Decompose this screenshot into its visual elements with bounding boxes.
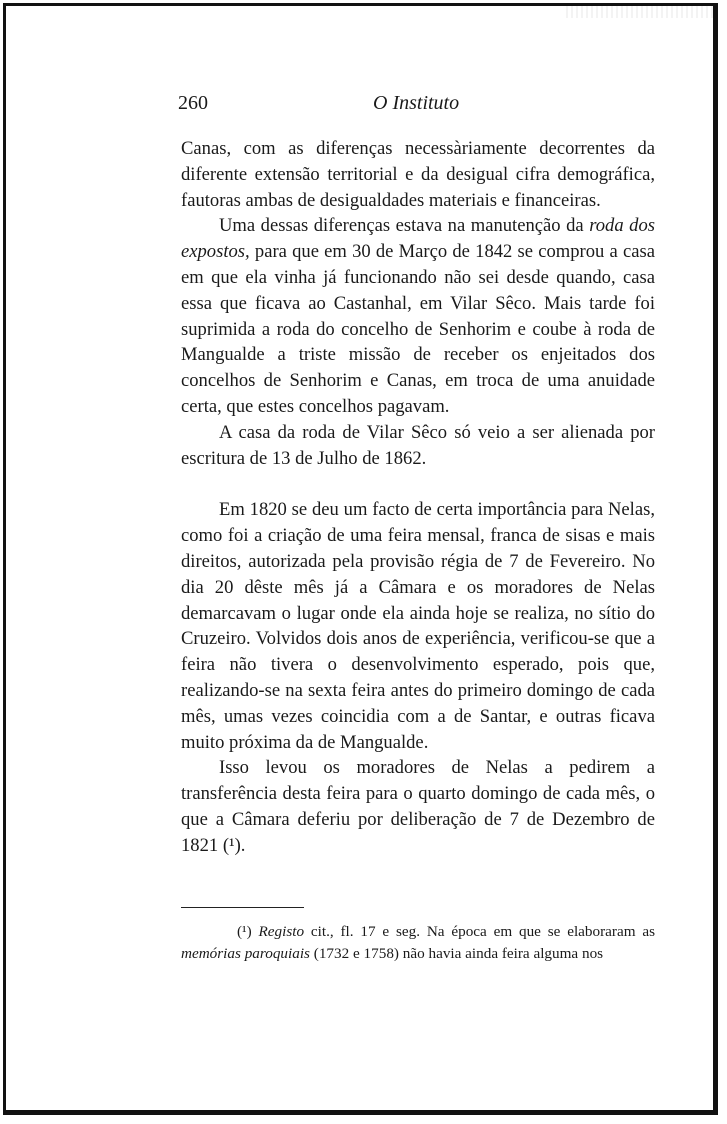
body-text [181, 136, 655, 859]
emphasis: roda dos expostos, [181, 215, 656, 263]
footnote-text [181, 921, 655, 965]
page-header [6, 92, 713, 122]
running-title: O Instituto [373, 92, 460, 114]
footnote-emphasis: Registo [258, 923, 305, 940]
book-page [3, 3, 718, 1115]
footnote-divider [181, 907, 304, 908]
footnote [181, 921, 655, 965]
paragraph-text: Uma dessas diferenças estava na manutenção da [219, 215, 590, 237]
footnote-text-part: (1732 e 1758) não havia ainda feira alguma nos [309, 945, 604, 962]
scan-speckle [566, 6, 716, 18]
paragraph: Canas, com as diferenças necessàriamente decorrentes da diferente extensão territorial e da desigual cifra demográfica, fautoras ambas de desigualdades materiais e financeiras. [181, 138, 655, 211]
footnote-marker: (¹) [237, 923, 259, 940]
footnote-emphasis: memórias paroquiais [181, 945, 310, 962]
paragraph: Isso levou os moradores de Nelas a pedirem a transferência desta feira para o quarto domingo de cada mês, o que a Câmara deferiu por deliberação de 7 de Dezembro de 1821 (¹). [181, 757, 655, 856]
page-number: 260 [178, 92, 208, 114]
paragraph-text: para que em 30 de Março de 1842 se comprou a casa em que ela vinha já funcionando não sei desde quando, casa essa que ficava ao Castanhal, em Vilar Sêco. Mais tarde foi suprimida a roda do concelho de Senhorim e coube à roda de Mangualde a triste missão de receber os enjeitados dos concelhos de Senhorim e Canas, em troca de uma anuidade certa, que estes concelhos pagavam. [181, 241, 655, 417]
paragraph [181, 213, 655, 419]
paragraph: A casa da roda de Vilar Sêco só veio a ser alienada por escritura de 13 de Julho de 1862. [181, 421, 655, 469]
paragraph: Em 1820 se deu um facto de certa importância para Nelas, como foi a criação de uma feira mensal, franca de sisas e mais direitos, autorizada pela provisão régia de 7 de Fevereiro. No dia 20 dêste mês já a Câmara e os moradores de Nelas demarcavam o lugar onde ela ainda hoje se realiza, no sítio do Cruzeiro. Volvidos dois anos de experiência, verificou-se que a feira não tivera o desenvolvimento esperado, pois que, realizando-se na sexta feira antes do primeiro domingo de cada mês, umas vezes coincidia com a de Santar, e outras ficava muito próxima da de Mangualde. [181, 499, 655, 753]
footnote-text-part: cit., fl. 17 e seg. Na época em que se elaboraram as [304, 923, 655, 940]
